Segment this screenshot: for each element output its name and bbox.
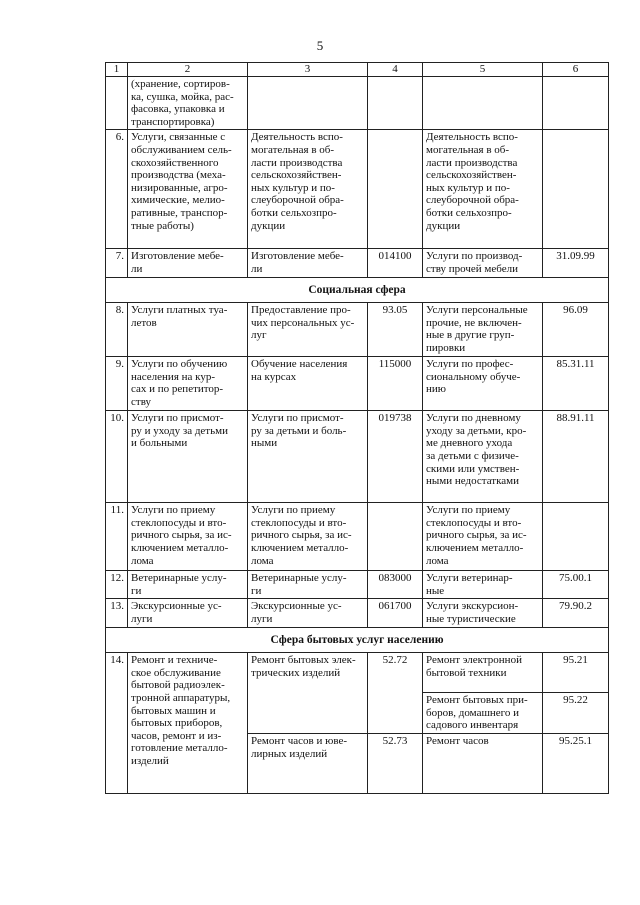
cell-line: Деятельность вспо- <box>426 131 518 144</box>
cell-line: производства (меха- <box>131 169 226 182</box>
cell-line: трических изделий <box>251 666 341 679</box>
cell-line: Услуги экскурсион- <box>426 600 519 613</box>
okpd-name <box>423 77 543 130</box>
cell-line: Услуги по приему <box>131 504 216 517</box>
cell-line: Услуги по присмот- <box>131 412 224 425</box>
cell-line: сельскохозяйствен- <box>426 169 517 182</box>
okdp-code: 014100 <box>368 249 423 277</box>
cell-line: фасовка, упаковка и <box>131 103 225 116</box>
row-number: 14. <box>106 653 128 794</box>
cell-line: ботки сельхозпро- <box>251 206 337 219</box>
service-name <box>128 503 248 571</box>
header-cell: 4 <box>368 63 423 77</box>
service-name <box>128 357 248 411</box>
table-row <box>106 77 609 130</box>
okpd-code <box>543 77 609 130</box>
activity-name <box>248 733 368 793</box>
service-name <box>128 77 248 130</box>
cell-line: лома <box>131 554 154 567</box>
table-row <box>106 653 609 693</box>
okpd-code: 95.21 <box>543 653 609 693</box>
activity-name <box>248 303 368 357</box>
activity-name <box>248 571 368 599</box>
cell-line: ными <box>251 437 278 450</box>
okpd-code: 95.25.1 <box>543 733 609 793</box>
cell-line: ру за детьми и боль- <box>251 424 347 437</box>
cell-line: (хранение, сортиров- <box>131 78 230 90</box>
cell-line: Услуги по обучению <box>131 358 228 371</box>
cell-line: бытовой радиоэлек- <box>131 679 225 692</box>
okdp-code: 52.73 <box>368 733 423 793</box>
cell-line: ка, сушка, мойка, рас- <box>131 90 234 103</box>
okdp-code: 93.05 <box>368 303 423 357</box>
cell-line: Услуги по присмот- <box>251 412 344 425</box>
okdp-code: 083000 <box>368 571 423 599</box>
cell-line: низированные, агро- <box>131 181 228 194</box>
cell-line: стеклопосуды и вто- <box>131 516 227 529</box>
cell-line: ру и уходу за детьми <box>131 424 228 437</box>
cell-line: ству <box>131 395 152 408</box>
cell-line: ботки сельхозпро- <box>426 206 512 219</box>
activity-name <box>248 130 368 249</box>
cell-line: Экскурсионные ус- <box>131 600 222 613</box>
okpd-name <box>423 249 543 277</box>
cell-line: за детьми с физиче- <box>426 449 519 462</box>
row-number: 10. <box>106 411 128 503</box>
cell-line: Услуги по профес- <box>426 358 514 371</box>
cell-line: Ветеринарные услу- <box>251 572 347 585</box>
row-number: 9. <box>106 357 128 411</box>
section-title: Социальная сфера <box>106 277 609 303</box>
cell-line: и больными <box>131 437 188 450</box>
activity-name <box>248 357 368 411</box>
cell-line: стеклопосуды и вто- <box>426 516 522 529</box>
row-number: 12. <box>106 571 128 599</box>
activity-name <box>248 249 368 277</box>
cell-line: Услуги платных туа- <box>131 304 228 317</box>
cell-line: химические, мелио- <box>131 194 225 207</box>
okpd-code: 96.09 <box>543 303 609 357</box>
cell-line: тронной аппаратуры, <box>131 691 231 704</box>
cell-line: прочие, не включен- <box>426 316 522 329</box>
cell-line: ные <box>426 584 445 597</box>
service-name <box>128 653 248 794</box>
header-cell: 3 <box>248 63 368 77</box>
cell-line: ме дневного ухода <box>426 437 513 450</box>
okpd-code: 75.00.1 <box>543 571 609 599</box>
row-number <box>106 77 128 130</box>
okdp-code <box>368 503 423 571</box>
cell-line: транспортировка) <box>131 115 215 128</box>
cell-line: Услуги по производ- <box>426 250 523 263</box>
cell-line: сах и по репетитор- <box>131 383 224 396</box>
cell-line: летов <box>131 316 157 329</box>
cell-line: скими или умствен- <box>426 462 520 475</box>
cell-line: луги <box>131 612 153 625</box>
cell-line: сиональному обуче- <box>426 370 521 383</box>
cell-line: Изготовление мебе- <box>251 250 344 263</box>
table-row <box>106 571 609 599</box>
service-name <box>128 303 248 357</box>
table-row <box>106 303 609 357</box>
activity-name <box>248 503 368 571</box>
cell-line: ласти производства <box>251 156 343 169</box>
cell-line: тные работы) <box>131 219 194 232</box>
cell-line: ключением металло- <box>426 541 524 554</box>
okpd-name <box>423 503 543 571</box>
cell-line: ключением металло- <box>251 541 349 554</box>
okdp-code: 52.72 <box>368 653 423 734</box>
cell-line: луги <box>251 612 273 625</box>
cell-line: Ремонт электронной <box>426 654 522 667</box>
okpd-code <box>543 503 609 571</box>
cell-line: стеклопосуды и вто- <box>251 516 347 529</box>
cell-line: Обучение населения <box>251 358 348 371</box>
cell-line: ративные, транспор- <box>131 206 228 219</box>
row-number: 6. <box>106 130 128 249</box>
cell-line: ласти производства <box>426 156 518 169</box>
service-name <box>128 130 248 249</box>
row-number: 13. <box>106 599 128 627</box>
cell-line: ключением металло- <box>131 541 229 554</box>
cell-line: бытовых машин и <box>131 704 216 717</box>
cell-line: уходу за детьми, кро- <box>426 424 527 437</box>
cell-line: Услуги ветеринар- <box>426 572 513 585</box>
okdp-code: 019738 <box>368 411 423 503</box>
cell-line: дукции <box>426 219 461 232</box>
cell-line: Услуги, связанные с <box>131 131 226 144</box>
cell-line: изделий <box>131 754 169 767</box>
cell-line: Ремонт и техниче- <box>131 654 218 667</box>
cell-line: Ремонт бытовых элек- <box>251 654 356 667</box>
cell-line: лирных изделий <box>251 747 328 760</box>
cell-line: слеуборочной обра- <box>251 194 344 207</box>
okpd-code: 95.22 <box>543 693 609 734</box>
cell-line: сельскохозяйствен- <box>251 169 342 182</box>
cell-line: Изготовление мебе- <box>131 250 224 263</box>
cell-line: боров, домашнего и <box>426 706 520 719</box>
cell-line: ными недостатками <box>426 475 520 488</box>
cell-line: ги <box>131 584 142 597</box>
cell-line: ричного сырья, за ис- <box>251 529 352 542</box>
service-name <box>128 599 248 627</box>
cell-line: лома <box>426 554 449 567</box>
cell-line: на курсах <box>251 370 297 383</box>
section-title: Сфера бытовых услуг населению <box>106 627 609 653</box>
activity-name <box>248 77 368 130</box>
cell-line: Ветеринарные услу- <box>131 572 227 585</box>
cell-line: бытовых приборов, <box>131 717 223 730</box>
cell-line: Деятельность вспо- <box>251 131 343 144</box>
cell-line: обслуживанием сель- <box>131 143 232 156</box>
cell-line: скохозяйственного <box>131 156 219 169</box>
table-row <box>106 411 609 503</box>
cell-line: Ремонт бытовых при- <box>426 694 528 707</box>
cell-line: могательная в об- <box>251 143 335 156</box>
cell-line: могательная в об- <box>426 143 510 156</box>
cell-line: слеуборочной обра- <box>426 194 519 207</box>
cell-line: ству прочей мебели <box>426 262 518 275</box>
cell-line: ли <box>131 262 143 275</box>
okpd-code: 31.09.99 <box>543 249 609 277</box>
cell-line: ли <box>251 262 263 275</box>
cell-line: чих персональных ус- <box>251 316 355 329</box>
cell-line: Ремонт часов <box>426 734 489 747</box>
cell-line: готовление металло- <box>131 742 228 755</box>
okdp-code <box>368 130 423 249</box>
okpd-name <box>423 733 543 793</box>
header-cell: 6 <box>543 63 609 77</box>
activity-name <box>248 599 368 627</box>
table-row <box>106 503 609 571</box>
cell-line: ричного сырья, за ис- <box>426 529 527 542</box>
okpd-code: 79.90.2 <box>543 599 609 627</box>
table-row <box>106 130 609 249</box>
row-number: 11. <box>106 503 128 571</box>
okpd-name <box>423 303 543 357</box>
cell-line: дукции <box>251 219 286 232</box>
okpd-name <box>423 599 543 627</box>
section-row <box>106 277 609 303</box>
header-cell: 2 <box>128 63 248 77</box>
cell-line: садового инвентаря <box>426 719 519 732</box>
cell-line: нию <box>426 383 446 396</box>
page-number: 5 <box>316 38 324 53</box>
row-number: 7. <box>106 249 128 277</box>
cell-line: Услуги по приему <box>251 504 336 517</box>
cell-line: ных культур и по- <box>251 181 335 194</box>
table-row <box>106 357 609 411</box>
cell-line: пировки <box>426 341 466 354</box>
table-row <box>106 599 609 627</box>
cell-line: Услуги по дневному <box>426 412 521 425</box>
okdp-code <box>368 77 423 130</box>
okpd-name <box>423 130 543 249</box>
okdp-code: 115000 <box>368 357 423 411</box>
service-name <box>128 411 248 503</box>
activity-name <box>248 411 368 503</box>
header-row <box>106 63 609 77</box>
cell-line: ных культур и по- <box>426 181 510 194</box>
cell-line: ные туристические <box>426 612 516 625</box>
okpd-name <box>423 357 543 411</box>
cell-line: бытовой техники <box>426 666 507 679</box>
okpd-code <box>543 130 609 249</box>
service-name <box>128 571 248 599</box>
okpd-name <box>423 693 543 734</box>
cell-line: Услуги по приему <box>426 504 511 517</box>
cell-line: Предоставление про- <box>251 304 351 317</box>
okpd-code: 88.91.11 <box>543 411 609 503</box>
header-cell: 1 <box>106 63 128 77</box>
header-cell: 5 <box>423 63 543 77</box>
okpd-name <box>423 653 543 693</box>
cell-line: Ремонт часов и юве- <box>251 734 348 747</box>
cell-line: лома <box>251 554 274 567</box>
okpd-code: 85.31.11 <box>543 357 609 411</box>
okdp-code: 061700 <box>368 599 423 627</box>
cell-line: ричного сырья, за ис- <box>131 529 232 542</box>
cell-line: ги <box>251 584 262 597</box>
cell-line: населения на кур- <box>131 370 215 383</box>
okpd-name <box>423 571 543 599</box>
okpd-name <box>423 411 543 503</box>
cell-line: ные в другие груп- <box>426 329 515 342</box>
row-number: 8. <box>106 303 128 357</box>
cell-line: Услуги персональные <box>426 304 528 317</box>
table-row <box>106 249 609 277</box>
cell-line: ское обслуживание <box>131 666 221 679</box>
cell-line: Экскурсионные ус- <box>251 600 342 613</box>
cell-line: часов, ремонт и из- <box>131 729 222 742</box>
classification-table <box>105 62 609 794</box>
service-name <box>128 249 248 277</box>
activity-name <box>248 653 368 734</box>
cell-line: луг <box>251 329 267 342</box>
section-row <box>106 627 609 653</box>
